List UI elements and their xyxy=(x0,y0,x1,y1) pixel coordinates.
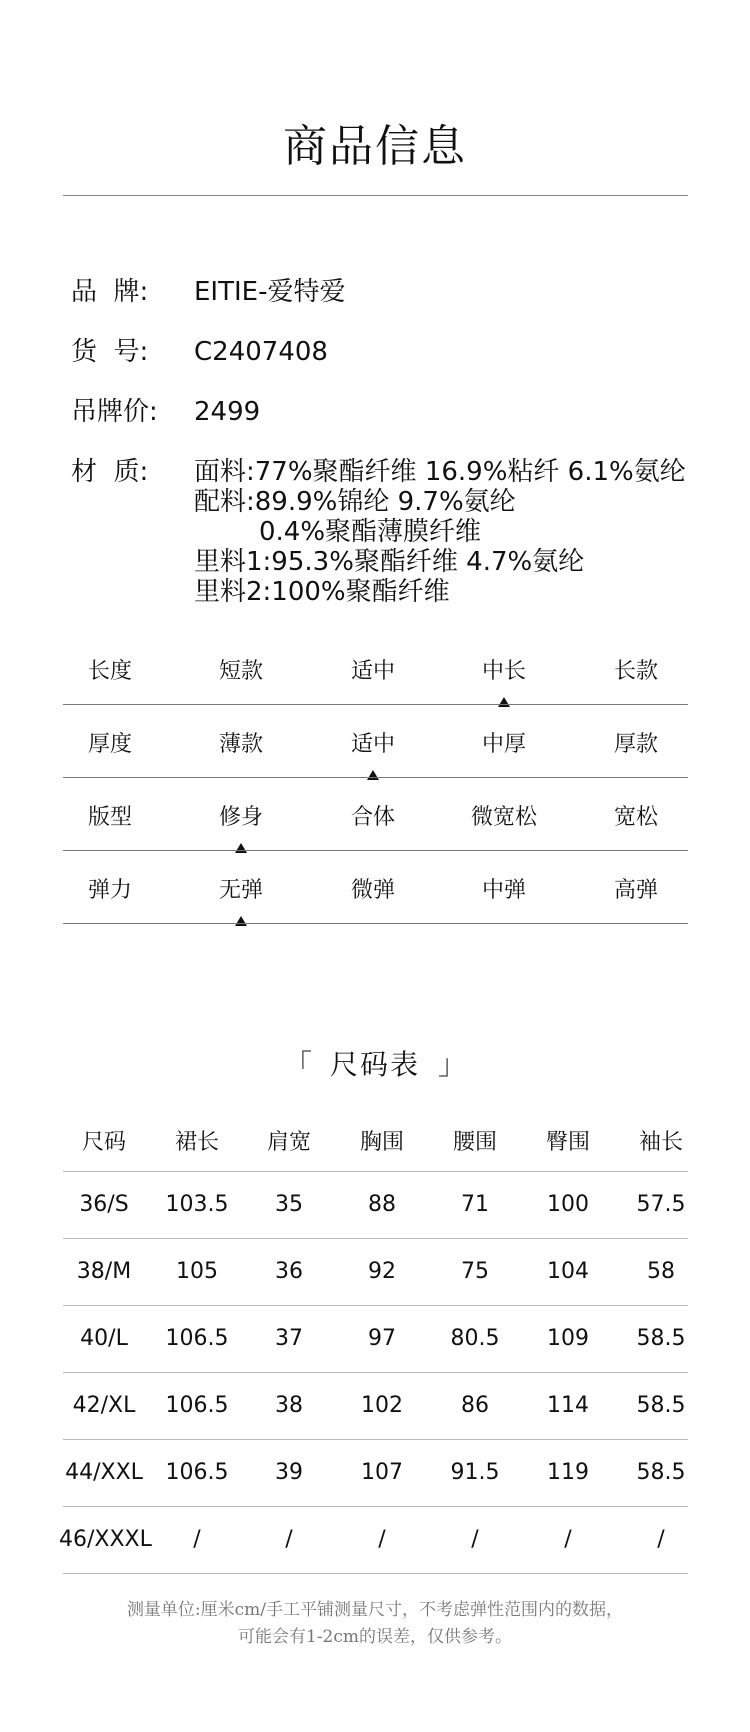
attribute-option-text: 中长 xyxy=(481,659,526,684)
attribute-option-text: 无弹 xyxy=(218,878,263,903)
table-row xyxy=(59,1506,688,1574)
size-table-header-cell: 臀围 xyxy=(545,1130,590,1155)
material-lines xyxy=(194,457,686,607)
price-value: 2499 xyxy=(194,397,261,427)
table-cell: 36/S xyxy=(79,1192,129,1217)
title-divider xyxy=(63,195,688,196)
attribute-option xyxy=(323,800,423,831)
attribute-option xyxy=(586,873,686,904)
size-table xyxy=(59,1115,688,1574)
table-cell: / xyxy=(285,1527,293,1552)
brand-value: EITIE-爱特爱 xyxy=(194,277,346,307)
material-line: 面料:77%聚酯纤维 16.9%粘纤 6.1%氨纶 xyxy=(194,457,686,487)
table-cell: 102 xyxy=(361,1393,403,1418)
table-cell: / xyxy=(193,1527,201,1552)
table-cell: 58.5 xyxy=(636,1326,686,1351)
table-cell: 38/M xyxy=(76,1259,132,1284)
table-cell: 38 xyxy=(275,1393,303,1418)
attribute-option xyxy=(586,727,686,758)
attribute-name-text: 版型 xyxy=(87,805,132,830)
table-cell: 58.5 xyxy=(636,1393,686,1418)
attribute-name-text: 弹力 xyxy=(87,878,132,903)
attribute-option xyxy=(191,654,291,685)
attribute-option xyxy=(454,800,554,831)
material-line: 0.4%聚酯薄膜纤维 xyxy=(259,517,482,547)
table-cell: 46/XXXL xyxy=(59,1527,152,1552)
attribute-name-text: 厚度 xyxy=(87,732,132,757)
table-cell: 119 xyxy=(547,1460,589,1485)
table-cell: 71 xyxy=(461,1192,489,1217)
table-cell: 86 xyxy=(461,1393,489,1418)
table-cell: / xyxy=(657,1527,665,1552)
table-cell: 44/XXL xyxy=(65,1460,143,1485)
attribute-name xyxy=(60,873,160,904)
table-cell: / xyxy=(564,1527,572,1552)
measurement-note-line: 可能会有1-2cm的误差，仅供参考。 xyxy=(237,1627,513,1647)
attribute-option-text: 长款 xyxy=(613,659,658,684)
attribute-option-text: 合体 xyxy=(350,805,395,830)
material-line: 配料:89.9%锦纶 9.7%氨纶 xyxy=(194,487,516,517)
attribute-name-text: 长度 xyxy=(87,659,132,684)
page-title: 商品信息 xyxy=(283,121,467,172)
table-cell: 105 xyxy=(176,1259,218,1284)
table-cell: 35 xyxy=(275,1192,303,1217)
attribute-option xyxy=(323,873,423,904)
table-cell: 106.5 xyxy=(165,1393,229,1418)
sku-value: C2407408 xyxy=(194,337,328,367)
sku-label: 货 号: xyxy=(71,337,149,367)
attribute-option xyxy=(586,654,686,685)
table-cell: 104 xyxy=(547,1259,589,1284)
table-row xyxy=(63,1305,688,1372)
table-row xyxy=(63,1171,688,1238)
table-cell: 75 xyxy=(461,1259,489,1284)
table-cell: 57.5 xyxy=(636,1192,686,1217)
table-cell: 109 xyxy=(547,1326,589,1351)
material-line: 里料2:100%聚酯纤维 xyxy=(194,577,450,607)
size-chart-title xyxy=(0,1043,750,1083)
attribute-name xyxy=(60,727,160,758)
attribute-option xyxy=(323,727,423,758)
size-table-header xyxy=(63,1115,688,1171)
attribute-option xyxy=(454,654,554,685)
table-cell: 97 xyxy=(368,1326,396,1351)
size-table-header-cell: 胸围 xyxy=(359,1130,404,1155)
table-cell: 58 xyxy=(647,1259,675,1284)
attribute-option-text: 微宽松 xyxy=(470,805,537,830)
attribute-row xyxy=(63,851,688,924)
size-chart-title-text: 尺码表 xyxy=(329,1048,420,1081)
size-table-header-cell: 袖长 xyxy=(638,1130,683,1155)
material-label: 材 质: xyxy=(71,457,149,487)
attribute-option-text: 适中 xyxy=(350,732,395,757)
attribute-row xyxy=(63,705,688,778)
attribute-option-text: 适中 xyxy=(350,659,395,684)
table-cell: 39 xyxy=(275,1460,303,1485)
attribute-option-text: 宽松 xyxy=(613,805,658,830)
attribute-option-text: 微弹 xyxy=(350,878,395,903)
attribute-option-text: 厚款 xyxy=(613,732,658,757)
selected-indicator-icon xyxy=(235,916,247,926)
table-cell: 37 xyxy=(275,1326,303,1351)
attribute-option-text: 薄款 xyxy=(218,732,263,757)
measurement-note-line: 测量单位:厘米cm/手工平铺测量尺寸，不考虑弹性范围内的数据， xyxy=(126,1600,624,1620)
table-cell: 106.5 xyxy=(165,1460,229,1485)
table-cell: / xyxy=(378,1527,386,1552)
size-table-header-cell: 肩宽 xyxy=(266,1130,311,1155)
table-cell: 80.5 xyxy=(450,1326,500,1351)
attribute-option xyxy=(191,873,291,904)
measurement-note xyxy=(0,1597,750,1651)
attribute-option xyxy=(454,727,554,758)
attribute-option-text: 中弹 xyxy=(481,878,526,903)
size-table-header-cell: 尺码 xyxy=(81,1130,126,1155)
attribute-row-divider xyxy=(63,923,688,924)
brand-label: 品 牌: xyxy=(71,277,149,307)
size-chart-bracket-right: 」 xyxy=(438,1048,467,1081)
attribute-name xyxy=(60,654,160,685)
table-cell: 42/XL xyxy=(72,1393,136,1418)
table-cell: 106.5 xyxy=(165,1326,229,1351)
price-label: 吊牌价: xyxy=(71,397,158,427)
size-table-header-cell: 腰围 xyxy=(452,1130,497,1155)
table-row xyxy=(63,1372,688,1439)
table-cell: 114 xyxy=(547,1393,589,1418)
table-cell: 103.5 xyxy=(165,1192,229,1217)
material-line: 里料1:95.3%聚酯纤维 4.7%氨纶 xyxy=(194,547,585,577)
size-table-header-cell: 裙长 xyxy=(174,1130,219,1155)
table-row xyxy=(63,1439,688,1506)
size-chart-bracket-left: 「 xyxy=(283,1048,312,1081)
attribute-option-text: 中厚 xyxy=(481,732,526,757)
table-cell: 100 xyxy=(547,1192,589,1217)
attribute-option-text: 短款 xyxy=(218,659,263,684)
table-cell: 92 xyxy=(368,1259,396,1284)
table-cell: 88 xyxy=(368,1192,396,1217)
table-cell: 107 xyxy=(361,1460,403,1485)
table-row xyxy=(63,1238,688,1305)
attribute-option xyxy=(191,800,291,831)
table-cell: 40/L xyxy=(80,1326,128,1351)
table-cell: / xyxy=(471,1527,479,1552)
table-cell: 58.5 xyxy=(636,1460,686,1485)
attribute-option xyxy=(191,727,291,758)
table-cell: 36 xyxy=(275,1259,303,1284)
attribute-option-text: 修身 xyxy=(218,805,263,830)
attribute-option-text: 高弹 xyxy=(613,878,658,903)
attribute-name xyxy=(60,800,160,831)
attribute-row xyxy=(63,632,688,705)
attribute-option xyxy=(323,654,423,685)
attribute-option xyxy=(586,800,686,831)
table-cell: 91.5 xyxy=(450,1460,500,1485)
attribute-row xyxy=(63,778,688,851)
attribute-option xyxy=(454,873,554,904)
